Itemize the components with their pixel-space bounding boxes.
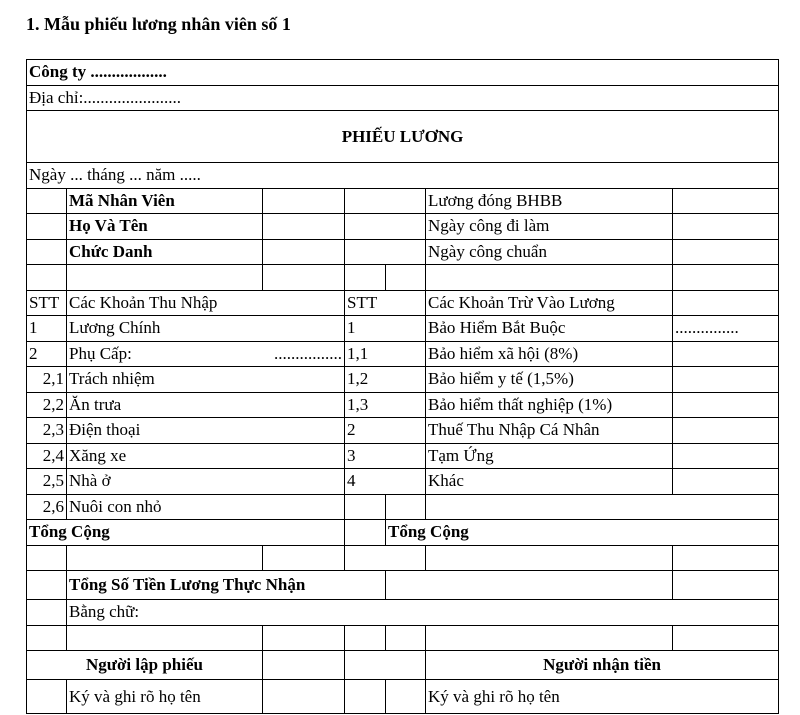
signature-header-row — [27, 651, 779, 680]
deduction-value[interactable] — [673, 469, 779, 495]
empty-cell — [345, 239, 426, 265]
employee-row-1 — [27, 188, 779, 214]
sign-note-left: Ký và ghi rõ họ tên — [67, 680, 263, 714]
empty-cell — [345, 188, 426, 214]
income-stt: 2,3 — [27, 418, 67, 444]
income-label: Xăng xe — [67, 443, 345, 469]
item-row-4 — [27, 392, 779, 418]
spacer-row — [27, 265, 779, 291]
position-value[interactable] — [263, 239, 345, 265]
income-stt: 2,5 — [27, 469, 67, 495]
payslip-title: PHIẾU LƯƠNG — [27, 111, 779, 163]
empty-cell — [345, 494, 386, 520]
work-days-value[interactable] — [673, 214, 779, 240]
empty-cell — [386, 680, 426, 714]
income-label: Lương Chính — [67, 316, 345, 342]
deduction-value[interactable] — [673, 418, 779, 444]
empty-cell — [386, 494, 426, 520]
empty-cell — [673, 545, 779, 571]
item-row-8 — [27, 494, 779, 520]
income-total-label: Tổng Cộng — [27, 520, 345, 546]
deduction-value[interactable]: ............... — [673, 316, 779, 342]
empty-cell — [345, 214, 426, 240]
net-pay-row — [27, 571, 779, 600]
deduction-label: Bảo Hiểm Bắt Buộc — [426, 316, 673, 342]
income-value[interactable]: ................ — [263, 341, 345, 367]
insurance-salary-value[interactable] — [673, 188, 779, 214]
empty-cell — [345, 651, 426, 680]
document-heading: 1. Mẫu phiếu lương nhân viên số 1 — [26, 14, 291, 34]
income-stt: 2,1 — [27, 367, 67, 393]
deduction-stt: 2 — [345, 418, 426, 444]
income-stt: 1 — [27, 316, 67, 342]
income-header: Các Khoản Thu Nhập — [67, 290, 345, 316]
company-line: Công ty .................. — [27, 60, 779, 86]
deduction-stt: 3 — [345, 443, 426, 469]
insurance-salary-label: Lương đóng BHBB — [426, 188, 673, 214]
deduction-stt: 1,3 — [345, 392, 426, 418]
totals-value-row — [27, 545, 779, 571]
empty-cell — [426, 494, 779, 520]
empty-cell — [27, 680, 67, 714]
position-label: Chức Danh — [67, 239, 263, 265]
deduction-stt: 1,2 — [345, 367, 426, 393]
deduction-label: Thuế Thu Nhập Cá Nhân — [426, 418, 673, 444]
item-row-2 — [27, 341, 779, 367]
work-days-label: Ngày công đi làm — [426, 214, 673, 240]
income-label: Phụ Cấp: — [67, 341, 263, 367]
standard-days-label: Ngày công chuẩn — [426, 239, 673, 265]
empty-cell — [673, 290, 779, 316]
deduction-total-value[interactable] — [426, 545, 673, 571]
sign-note-right: Ký và ghi rõ họ tên — [426, 680, 779, 714]
title-row — [27, 111, 779, 163]
deduction-label: Bảo hiểm thất nghiệp (1%) — [426, 392, 673, 418]
empty-cell — [27, 571, 67, 600]
in-words-label: Bằng chữ: — [67, 600, 779, 626]
receiver-label: Người nhận tiền — [426, 651, 779, 680]
in-words-row — [27, 600, 779, 626]
deduction-label: Bảo hiểm y tế (1,5%) — [426, 367, 673, 393]
deduction-header: Các Khoản Trừ Vào Lương — [426, 290, 673, 316]
deduction-label: Bảo hiểm xã hội (8%) — [426, 341, 673, 367]
deduction-total-label: Tổng Cộng — [386, 520, 779, 546]
income-label: Nuôi con nhỏ — [67, 494, 345, 520]
empty-cell — [263, 651, 345, 680]
standard-days-value[interactable] — [673, 239, 779, 265]
deduction-label: Tạm Ứng — [426, 443, 673, 469]
deduction-stt: 1,1 — [345, 341, 426, 367]
net-pay-label: Tổng Số Tiền Lương Thực Nhận — [67, 571, 386, 600]
date-row — [27, 163, 779, 189]
net-pay-value[interactable] — [386, 571, 673, 600]
empty-cell — [27, 239, 67, 265]
section-header-row — [27, 290, 779, 316]
empty-cell — [27, 214, 67, 240]
deduction-stt: 4 — [345, 469, 426, 495]
empty-cell — [27, 545, 67, 571]
preparer-signature-area[interactable] — [263, 680, 345, 714]
employee-row-2 — [27, 214, 779, 240]
employee-name-label: Họ Và Tên — [67, 214, 263, 240]
income-label: Ăn trưa — [67, 392, 345, 418]
income-stt: 2,6 — [27, 494, 67, 520]
empty-cell — [345, 520, 386, 546]
income-label: Nhà ở — [67, 469, 345, 495]
deduction-label: Khác — [426, 469, 673, 495]
empty-cell — [263, 545, 345, 571]
totals-row — [27, 520, 779, 546]
deduction-value[interactable] — [673, 443, 779, 469]
income-label: Điện thoại — [67, 418, 345, 444]
employee-id-value[interactable] — [263, 188, 345, 214]
deduction-value[interactable] — [673, 392, 779, 418]
employee-name-value[interactable] — [263, 214, 345, 240]
employee-id-label: Mã Nhân Viên — [67, 188, 263, 214]
income-stt-header: STT — [27, 290, 67, 316]
spacer-row — [27, 625, 779, 651]
deduction-value[interactable] — [673, 367, 779, 393]
income-label: Trách nhiệm — [67, 367, 345, 393]
item-row-6 — [27, 443, 779, 469]
income-stt: 2,4 — [27, 443, 67, 469]
income-stt: 2 — [27, 341, 67, 367]
deduction-stt-header: STT — [345, 290, 426, 316]
company-row — [27, 60, 779, 86]
item-row-7 — [27, 469, 779, 495]
empty-cell — [27, 600, 67, 626]
preparer-label: Người lập phiếu — [27, 651, 263, 680]
signature-note-row — [27, 680, 779, 714]
deduction-stt: 1 — [345, 316, 426, 342]
deduction-value[interactable] — [673, 341, 779, 367]
date-line: Ngày ... tháng ... năm ..... — [27, 163, 779, 189]
empty-cell — [673, 571, 779, 600]
income-total-value[interactable] — [67, 545, 263, 571]
payslip-table — [26, 59, 779, 714]
income-stt: 2,2 — [27, 392, 67, 418]
employee-row-3 — [27, 239, 779, 265]
address-line: Địa chỉ:....................... — [27, 85, 779, 111]
item-row-1 — [27, 316, 779, 342]
item-row-5 — [27, 418, 779, 444]
empty-cell — [27, 188, 67, 214]
item-row-3 — [27, 367, 779, 393]
empty-cell — [345, 545, 426, 571]
address-row — [27, 85, 779, 111]
empty-cell — [345, 680, 386, 714]
